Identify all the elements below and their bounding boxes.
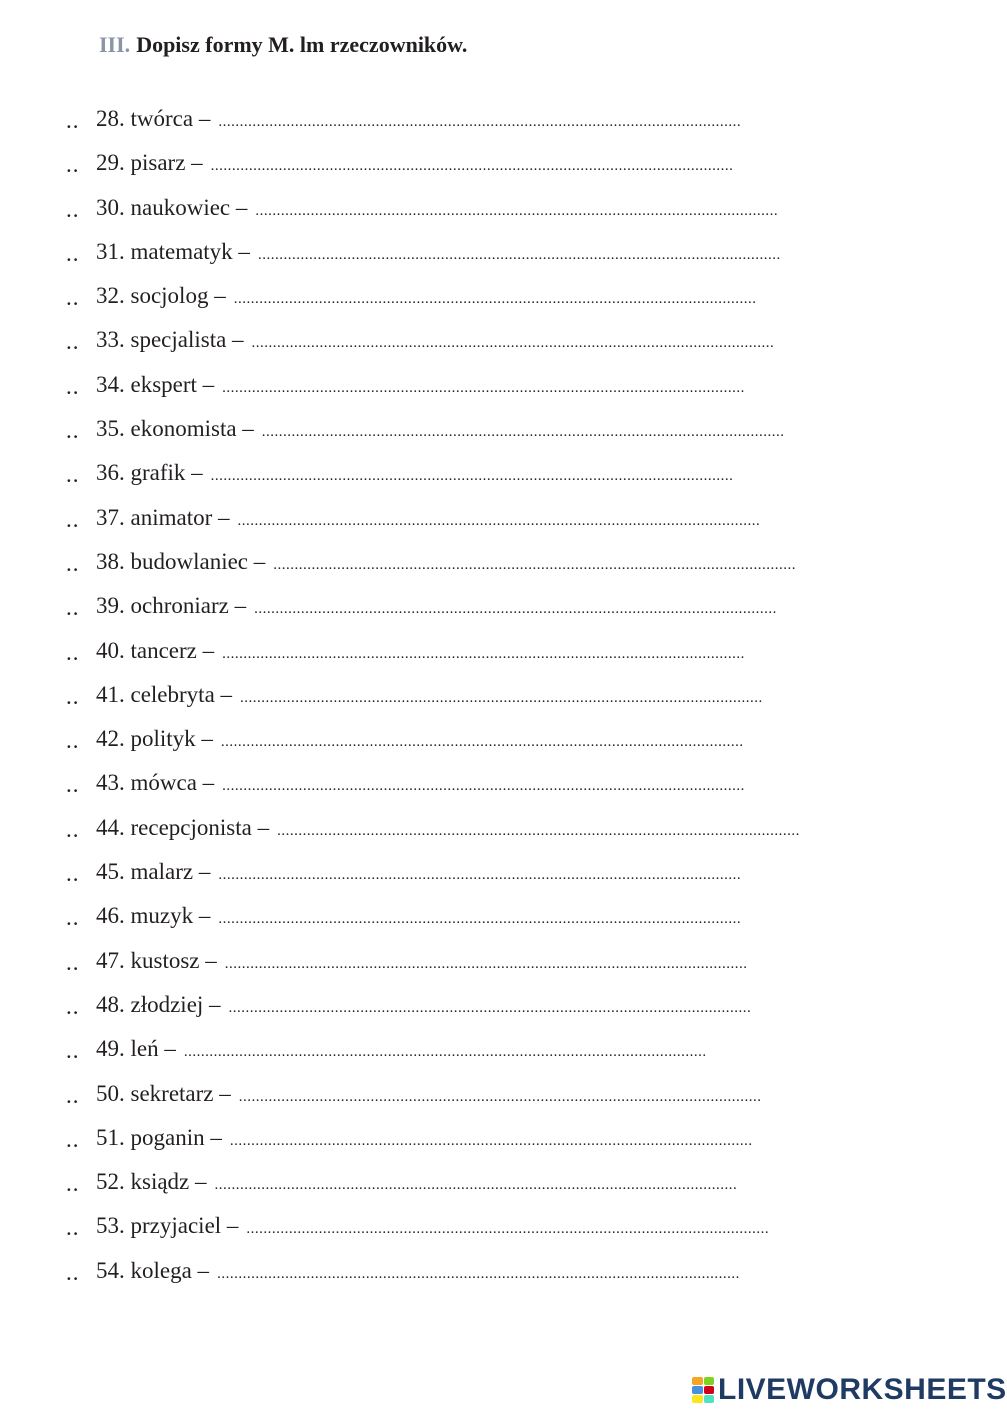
noun-label: 51. poganin – bbox=[96, 1124, 222, 1150]
logo-badge-square bbox=[704, 1386, 715, 1394]
logo-badge-icon bbox=[692, 1377, 714, 1403]
list-entry bbox=[96, 770, 745, 796]
noun-label: 52. ksiądz – bbox=[96, 1169, 207, 1195]
noun-label: 37. animator – bbox=[96, 504, 230, 530]
noun-label: 40. tancerz – bbox=[96, 637, 215, 663]
list-item bbox=[0, 674, 1000, 718]
noun-label: 50. sekretarz – bbox=[96, 1080, 231, 1106]
list-entry bbox=[96, 1213, 770, 1239]
list-entry bbox=[96, 371, 745, 398]
noun-label: 28. twórca – bbox=[96, 106, 211, 131]
list-entry bbox=[96, 593, 777, 619]
noun-label: 34. ekspert – bbox=[96, 371, 215, 397]
logo-badge-square bbox=[704, 1395, 715, 1403]
noun-label: 54. kolega – bbox=[96, 1257, 210, 1283]
answer-blank[interactable]: ........................................................................................................................... bbox=[222, 379, 745, 396]
list-item bbox=[0, 1161, 1000, 1205]
answer-blank[interactable]: ........................................................................................................................... bbox=[246, 1221, 770, 1238]
list-entry bbox=[96, 504, 761, 531]
answer-blank[interactable]: ........................................................................................................................... bbox=[210, 158, 734, 175]
exercise-list bbox=[0, 98, 1000, 1294]
list-item bbox=[0, 1250, 1000, 1294]
list-entry bbox=[96, 1124, 753, 1151]
list-bullet: .. bbox=[66, 949, 80, 975]
noun-label: 53. przyjaciel – bbox=[96, 1213, 239, 1239]
noun-label: 46. muzyk – bbox=[96, 903, 211, 929]
list-item bbox=[0, 895, 1000, 939]
list-bullet: .. bbox=[66, 1215, 80, 1241]
list-bullet: .. bbox=[66, 108, 80, 133]
list-entry bbox=[96, 238, 781, 265]
list-bullet: .. bbox=[66, 639, 80, 665]
list-entry bbox=[96, 726, 744, 752]
liveworksheets-logo bbox=[692, 1372, 1007, 1408]
list-bullet: .. bbox=[66, 1038, 80, 1064]
list-bullet: .. bbox=[66, 1259, 80, 1285]
list-bullet: .. bbox=[66, 772, 80, 798]
noun-label: 32. socjolog – bbox=[96, 283, 226, 309]
list-entry bbox=[96, 150, 734, 176]
list-entry bbox=[96, 194, 779, 221]
logo-badge-square bbox=[692, 1395, 703, 1403]
list-item bbox=[0, 98, 1000, 142]
answer-blank[interactable]: ........................................................................................................................... bbox=[277, 822, 800, 839]
answer-blank[interactable]: ........................................................................................................................... bbox=[217, 1265, 740, 1282]
list-bullet: .. bbox=[66, 1082, 80, 1108]
list-item bbox=[0, 1073, 1000, 1117]
list-item bbox=[0, 1205, 1000, 1249]
noun-label: 43. mówca – bbox=[96, 770, 215, 796]
noun-label: 35. ekonomista – bbox=[96, 416, 254, 442]
list-bullet: .. bbox=[66, 1171, 80, 1197]
answer-blank[interactable]: ........................................................................................................................... bbox=[257, 246, 781, 263]
noun-label: 49. leń – bbox=[96, 1036, 176, 1062]
logo-badge-square bbox=[692, 1377, 703, 1385]
list-entry bbox=[96, 1257, 740, 1284]
logo-text: LIVEWORKSHEETS bbox=[718, 1373, 1007, 1406]
answer-blank[interactable]: ........................................................................................................................... bbox=[228, 999, 752, 1016]
list-entry bbox=[96, 903, 742, 929]
list-entry bbox=[96, 416, 785, 442]
list-item bbox=[0, 1028, 1000, 1072]
list-bullet: .. bbox=[66, 418, 80, 444]
noun-label: 31. matematyk – bbox=[96, 238, 250, 264]
list-item bbox=[0, 984, 1000, 1028]
noun-label: 41. celebryta – bbox=[96, 681, 233, 707]
list-item bbox=[0, 319, 1000, 363]
list-entry bbox=[96, 991, 752, 1018]
list-bullet: .. bbox=[66, 1126, 80, 1152]
answer-blank[interactable]: ........................................................................................................................... bbox=[229, 1132, 753, 1149]
list-entry bbox=[96, 327, 775, 353]
list-item bbox=[0, 231, 1000, 275]
noun-label: 39. ochroniarz – bbox=[96, 593, 247, 619]
answer-blank[interactable]: ........................................................................................................................... bbox=[222, 645, 745, 662]
answer-blank[interactable]: ........................................................................................................................... bbox=[218, 911, 742, 928]
list-bullet: .. bbox=[66, 905, 80, 931]
exercise-heading bbox=[99, 32, 467, 58]
answer-blank[interactable]: ........................................................................................................................... bbox=[273, 556, 797, 573]
list-entry bbox=[96, 681, 763, 708]
list-bullet: .. bbox=[66, 373, 80, 399]
noun-label: 29. pisarz – bbox=[96, 150, 203, 176]
list-item bbox=[0, 1117, 1000, 1161]
list-bullet: .. bbox=[66, 595, 80, 621]
exercise-title: Dopisz formy M. lm rzeczowników. bbox=[136, 32, 468, 57]
list-item bbox=[0, 187, 1000, 231]
list-item bbox=[0, 275, 1000, 319]
list-entry bbox=[96, 1080, 762, 1107]
list-entry bbox=[96, 460, 734, 486]
list-item bbox=[0, 940, 1000, 984]
answer-blank[interactable]: ........................................................................................................................... bbox=[255, 202, 779, 219]
noun-label: 38. budowlaniec – bbox=[96, 548, 266, 574]
list-entry bbox=[96, 859, 742, 885]
list-item bbox=[0, 541, 1000, 585]
list-bullet: .. bbox=[66, 329, 80, 355]
list-entry bbox=[96, 283, 757, 309]
list-item bbox=[0, 718, 1000, 762]
list-entry bbox=[96, 106, 742, 132]
noun-label: 48. złodziej – bbox=[96, 991, 221, 1017]
noun-label: 44. recepcjonista – bbox=[96, 814, 270, 840]
answer-blank[interactable]: ........................................................................................................................... bbox=[240, 689, 763, 706]
list-entry bbox=[96, 637, 745, 664]
list-bullet: .. bbox=[66, 861, 80, 887]
answer-blank[interactable]: ........................................................................................................................... bbox=[218, 867, 742, 884]
answer-blank[interactable]: ........................................................................................................................... bbox=[233, 291, 757, 308]
answer-blank[interactable]: ........................................................................................................................... bbox=[222, 778, 745, 795]
list-item bbox=[0, 452, 1000, 496]
list-item bbox=[0, 807, 1000, 851]
list-bullet: .. bbox=[66, 816, 80, 842]
list-item bbox=[0, 630, 1000, 674]
answer-blank[interactable]: ........................................................................................................................... bbox=[183, 1044, 707, 1061]
list-bullet: .. bbox=[66, 683, 80, 709]
exercise-number: III. bbox=[99, 32, 131, 57]
list-bullet: .. bbox=[66, 240, 80, 266]
list-bullet: .. bbox=[66, 152, 80, 178]
list-bullet: .. bbox=[66, 550, 80, 576]
noun-label: 42. polityk – bbox=[96, 726, 213, 752]
answer-blank[interactable]: ........................................................................................................................... bbox=[220, 734, 744, 751]
noun-label: 30. naukowiec – bbox=[96, 194, 248, 220]
noun-label: 47. kustosz – bbox=[96, 947, 217, 973]
list-bullet: .. bbox=[66, 728, 80, 754]
list-item bbox=[0, 364, 1000, 408]
logo-badge-square bbox=[704, 1377, 715, 1385]
list-entry bbox=[96, 947, 748, 974]
list-entry bbox=[96, 1036, 707, 1062]
list-entry bbox=[96, 814, 800, 841]
noun-label: 45. malarz – bbox=[96, 859, 211, 885]
answer-blank[interactable]: ........................................................................................................................... bbox=[224, 955, 748, 972]
list-item bbox=[0, 497, 1000, 541]
noun-label: 33. specjalista – bbox=[96, 327, 244, 353]
list-entry bbox=[96, 1169, 738, 1195]
list-item bbox=[0, 142, 1000, 186]
list-bullet: .. bbox=[66, 285, 80, 311]
noun-label: 36. grafik – bbox=[96, 460, 203, 486]
answer-blank[interactable]: ........................................................................................................................... bbox=[237, 512, 761, 529]
list-bullet: .. bbox=[66, 462, 80, 488]
answer-blank[interactable]: ........................................................................................................................... bbox=[210, 468, 734, 485]
answer-blank[interactable]: ........................................................................................................................... bbox=[214, 1177, 738, 1194]
list-item bbox=[0, 762, 1000, 806]
list-item bbox=[0, 851, 1000, 895]
list-bullet: .. bbox=[66, 506, 80, 532]
list-bullet: .. bbox=[66, 196, 80, 222]
list-entry bbox=[96, 548, 797, 575]
list-item bbox=[0, 585, 1000, 629]
answer-blank[interactable]: ........................................................................................................................... bbox=[261, 424, 785, 441]
answer-blank[interactable]: ........................................................................................................................... bbox=[238, 1088, 762, 1105]
answer-blank[interactable]: ........................................................................................................................... bbox=[254, 601, 777, 618]
list-item bbox=[0, 408, 1000, 452]
logo-badge-square bbox=[692, 1386, 703, 1394]
answer-blank[interactable]: ........................................................................................................................... bbox=[251, 335, 775, 352]
list-bullet: .. bbox=[66, 993, 80, 1019]
answer-blank[interactable]: ........................................................................................................................... bbox=[218, 114, 742, 130]
